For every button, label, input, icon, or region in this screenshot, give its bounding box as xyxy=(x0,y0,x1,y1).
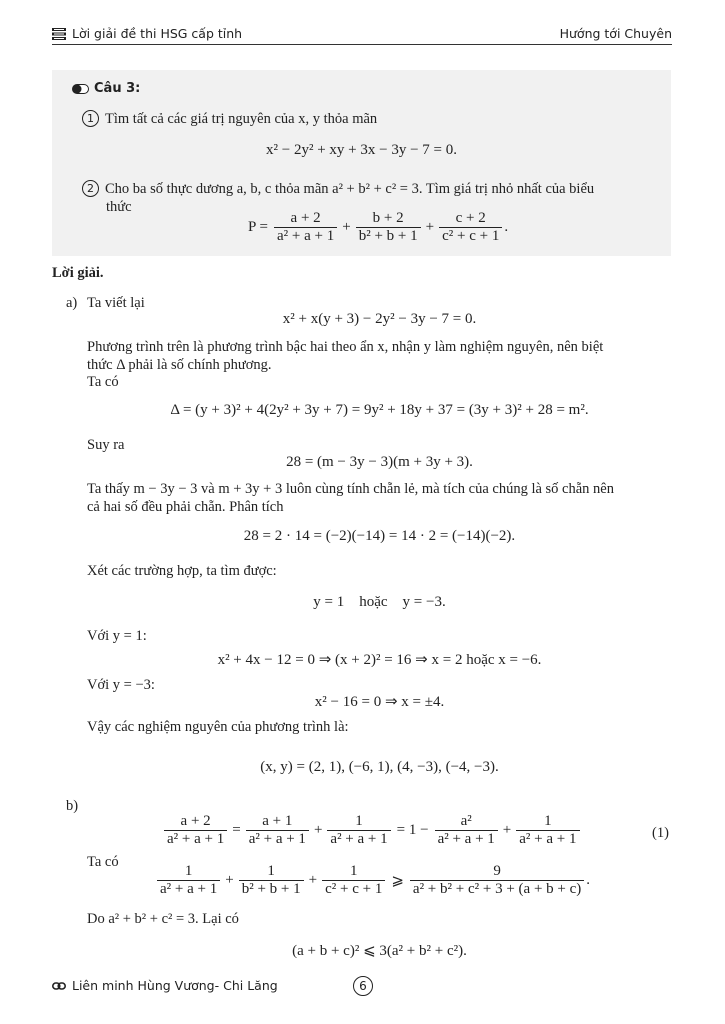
p-term-a-den: a² + a + 1 xyxy=(274,227,337,245)
b-do: Do a² + b² + c² = 3. Lại có xyxy=(87,911,239,927)
b-g-frac-2 xyxy=(239,863,304,898)
b-frac-4-den: a² + a + 1 xyxy=(435,830,498,848)
p-term-b-num: b + 2 xyxy=(372,210,404,226)
b-frac-1 xyxy=(164,813,227,848)
p-lhs: P = xyxy=(248,219,268,235)
b-one-minus: = 1 − xyxy=(396,822,429,838)
part-a-label: a) xyxy=(66,295,78,311)
part2-number: 2 xyxy=(82,180,99,197)
p-term-b xyxy=(356,210,421,245)
a-yvals: y = 1 hoặc y = −3. xyxy=(313,594,446,610)
p-term-a-num: a + 2 xyxy=(290,210,321,226)
b-g-frac-1 xyxy=(157,863,220,898)
b-frac-1-num: a + 2 xyxy=(180,813,211,829)
b-rhs-den: a² + b² + c² + 3 + (a + b + c) xyxy=(410,880,584,898)
a-factor: 28 = 2 · 14 = (−2)(−14) = 14 · 2 = (−14)(−2). xyxy=(243,528,516,544)
a-with1: Với y = 1: xyxy=(87,628,147,644)
a-para1: Phương trình trên là phương trình bậc hai theo ẩn x, nhận y làm nghiệm nguyên, nên biệt xyxy=(87,339,604,355)
part-b-label: b) xyxy=(66,798,79,814)
link-icon xyxy=(52,981,66,991)
b-frac-5-den: a² + a + 1 xyxy=(516,830,579,848)
page-footer xyxy=(52,976,672,996)
a-eq28: 28 = (m − 3y − 3)(m + 3y + 3). xyxy=(286,454,473,470)
header-right-title: Hướng tới Chuyên xyxy=(559,26,672,41)
page-header xyxy=(52,26,672,45)
p-term-a xyxy=(274,210,337,245)
b-taco: Ta có xyxy=(87,854,119,870)
a-para2b: cả hai số đều phải chẵn. Phân tích xyxy=(87,499,284,515)
b-g-frac-3-num: 1 xyxy=(349,863,358,879)
b-frac-2-den: a² + a + 1 xyxy=(246,830,309,848)
footer-left xyxy=(52,978,278,993)
b-equation-tag: (1) xyxy=(652,825,669,841)
part2-text-cont: thức xyxy=(106,199,132,215)
part2-line xyxy=(82,180,594,198)
part1-line xyxy=(82,110,377,128)
p-term-c-num: c + 2 xyxy=(455,210,486,226)
b-frac-5-num: 1 xyxy=(544,813,552,829)
problem-heading xyxy=(72,81,140,96)
p-term-c xyxy=(439,210,502,245)
b-frac-3 xyxy=(327,813,390,848)
part1-equation: x² − 2y² + xy + 3x − 3y − 7 = 0. xyxy=(265,142,457,158)
a-taco: Ta có xyxy=(87,374,119,390)
b-frac-4-num: a² xyxy=(460,813,472,829)
part2-text: Cho ba số thực dương a, b, c thỏa mãn a² + b² + c² = 3. Tìm giá trị nhỏ nhất của biểu xyxy=(105,181,595,197)
page-number: 6 xyxy=(353,976,373,996)
part1-number: 1 xyxy=(82,110,99,127)
p-expression: P = $\frac{a + 2}{\text{a² + a + 1}}$ + $\frac{b + 2}{\text{b² + b + 1}}$ + $\frac{c + 2}{\text{c² + c + 1}}$ . xyxy=(248,210,509,244)
a-rewrite: Ta viết lại xyxy=(87,295,145,311)
b-g-frac-3 xyxy=(322,863,385,898)
a-para2: Ta thấy m − 3y − 3 và m + 3y + 3 luôn cùng tính chẵn lẻ, mà tích của chúng là số chẵn nên xyxy=(87,481,614,497)
b-g-frac-2-num: 1 xyxy=(267,863,275,879)
a-delta: Δ = (y + 3)² + 4(2y² + 3y + 7) = 9y² + 18y + 37 = (3y + 3)² + 28 = m². xyxy=(170,402,589,418)
b-frac-3-num: 1 xyxy=(355,813,363,829)
a-cases: Xét các trường hợp, ta tìm được: xyxy=(87,563,277,579)
solution-heading: Lời giải. xyxy=(52,265,104,281)
a-sol1: x² + 4x − 12 = 0 ⇒ (x + 2)² = 16 ⇒ x = 2 hoặc x = −6. xyxy=(217,652,542,668)
b-rhs-frac xyxy=(410,863,584,898)
p-term-b-den: b² + b + 1 xyxy=(356,227,421,245)
a-para1b: thức Δ phải là số chính phương. xyxy=(87,357,272,373)
a-sol2: x² − 16 = 0 ⇒ x = ±4. xyxy=(314,694,445,710)
a-conclude: Vậy các nghiệm nguyên của phương trình là: xyxy=(87,719,349,735)
b-frac-3-den: a² + a + 1 xyxy=(327,830,390,848)
a-suyra: Suy ra xyxy=(87,437,125,453)
b-g-frac-1-den: a² + a + 1 xyxy=(157,880,220,898)
header-left xyxy=(52,26,242,41)
toggle-icon xyxy=(72,84,89,94)
b-frac-1-den: a² + a + 1 xyxy=(164,830,227,848)
footer-text: Liên minh Hùng Vương- Chi Lăng xyxy=(72,978,278,993)
book-stack-icon xyxy=(52,28,66,40)
b-frac-2 xyxy=(246,813,309,848)
a-answer: (x, y) = (2, 1), (−6, 1), (4, −3), (−4, −3). xyxy=(260,759,499,775)
b-ineq: (a + b + c)² ⩽ 3(a² + b² + c²). xyxy=(292,943,467,959)
b-g-frac-1-num: 1 xyxy=(184,863,193,879)
b-frac-2-num: a + 1 xyxy=(262,813,293,829)
problem-box xyxy=(52,70,671,256)
b-g-frac-2-den: b² + b + 1 xyxy=(239,880,304,898)
a-with2: Với y = −3: xyxy=(87,677,155,693)
b-identity: $\frac{a + 2}{\text{a² + a + 1}}$ = $\frac{a + 1}{\text{a² + a + 1}}$ + $\frac{1}{\text{a² + a + 1}}$ = 1 − $\frac{\text{a²}}{\text{a² + a + 1}}$ + $\frac{1}{\text{a² + a + 1}}$ xyxy=(162,813,582,848)
a-eq1: x² + x(y + 3) − 2y² − 3y − 7 = 0. xyxy=(282,311,477,327)
part1-text: Tìm tất cả các giá trị nguyên của x, y thỏa mãn xyxy=(105,111,378,127)
b-frac-4 xyxy=(435,813,498,848)
p-term-c-den: c² + c + 1 xyxy=(439,227,502,245)
b-rhs-num: 9 xyxy=(493,863,501,879)
b-g-frac-3-den: c² + c + 1 xyxy=(322,880,385,898)
b-frac-5 xyxy=(516,813,579,848)
header-title: Lời giải đề thi HSG cấp tỉnh xyxy=(72,26,243,41)
problem-label: Câu 3: xyxy=(94,81,141,96)
b-inequality: $\frac{1}{\text{a² + a + 1}}$ + $\frac{1}{\text{b² + b + 1}}$ + $\frac{1}{\text{c² + c + 1}}$ ⩾ $\frac{9}{\text{a² + b² + c² + 3 + (a + b + c)}}$ . xyxy=(155,863,590,898)
